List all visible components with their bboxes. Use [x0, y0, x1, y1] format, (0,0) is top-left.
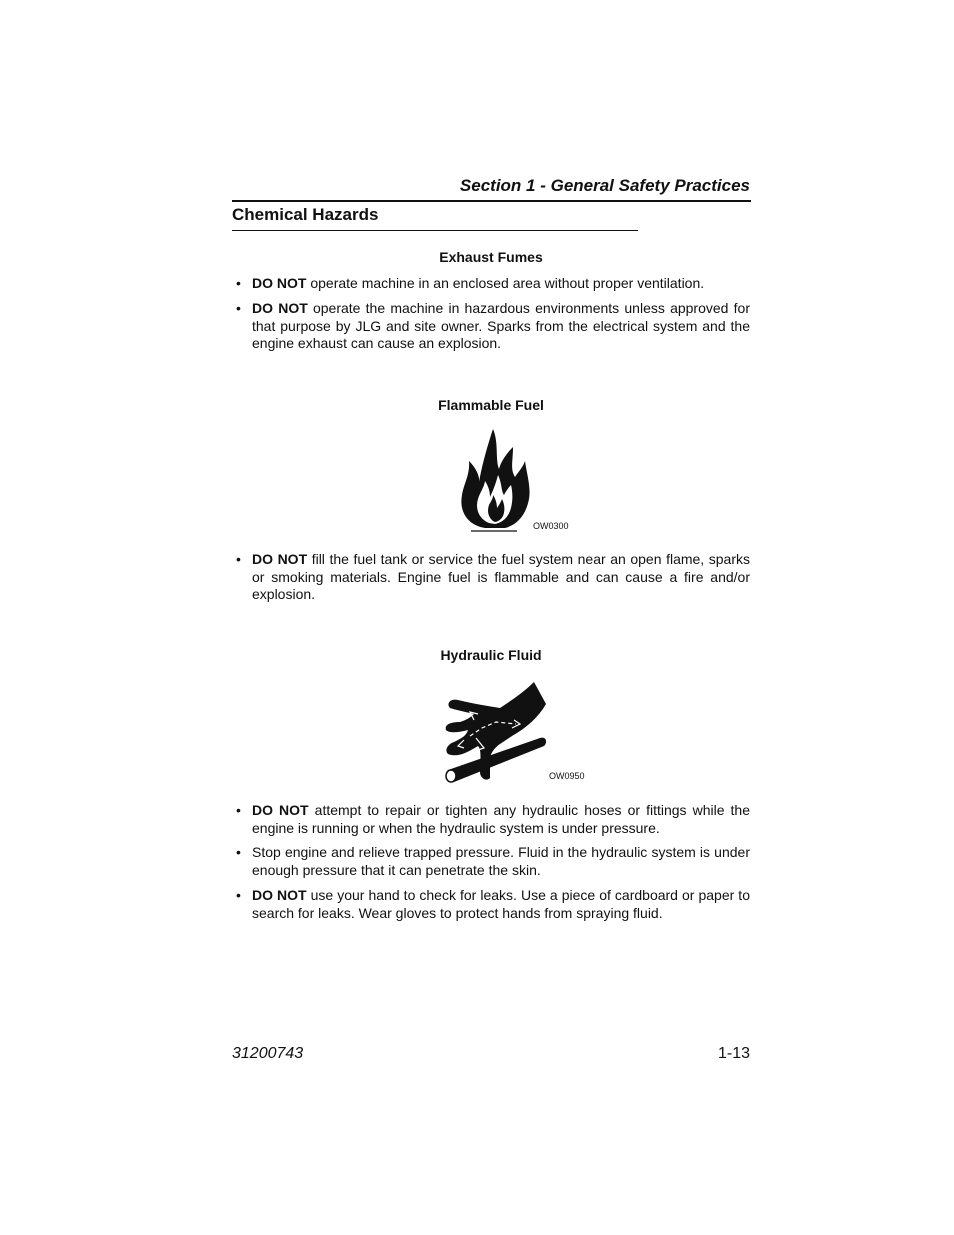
list-item — [232, 551, 750, 604]
figure-code: OW0300 — [533, 521, 569, 531]
bullet-text: attempt to repair or tighten any hydraulic hoses or fittings while the engine is running or when the hydraulic system is under pressure. — [252, 802, 750, 836]
hydraulic-fluid-heading: Hydraulic Fluid — [440, 647, 542, 663]
hand-injection-icon — [440, 678, 555, 788]
bullet-glyph: • — [236, 887, 241, 903]
page-number: 1-13 — [717, 1045, 750, 1062]
bullet-glyph: • — [236, 551, 241, 567]
bullet-lead: DO NOT — [252, 887, 307, 903]
chemical-hazards-title: Chemical Hazards — [232, 205, 379, 224]
list-item — [232, 300, 750, 353]
section-header: Section 1 - General Safety Practices — [459, 176, 750, 195]
bullet-lead: DO NOT — [252, 300, 308, 316]
bullet-lead: DO NOT — [252, 551, 308, 567]
bullet-lead: DO NOT — [252, 275, 307, 291]
bullet-text: operate the machine in hazardous environments unless approved for that purpose by JLG and site owner. Sparks from the electrical system and the engine exhaust can cause an explosion. — [252, 300, 750, 351]
bullet-text: use your hand to check for leaks. Use a piece of cardboard or paper to search for leaks. Wear gloves to protect hands from spraying fluid. — [252, 887, 750, 921]
list-item — [232, 844, 750, 879]
list-item — [232, 887, 750, 922]
list-item — [232, 802, 750, 837]
bullet-lead: DO NOT — [252, 802, 309, 818]
bullet-text: operate machine in an enclosed area without proper ventilation. — [306, 275, 705, 291]
bullet-text: fill the fuel tank or service the fuel system near an open flame, sparks or smoking materials. Engine fuel is flammable and can cause a fire and/or explosion. — [252, 551, 750, 602]
bullet-glyph: • — [236, 802, 241, 818]
exhaust-fumes-heading: Exhaust Fumes — [439, 249, 543, 265]
flammable-fuel-heading: Flammable Fuel — [438, 397, 544, 413]
chemical-hazards-rule — [232, 230, 638, 231]
flame-icon — [455, 425, 540, 535]
bullet-glyph: • — [236, 275, 241, 291]
header-rule — [232, 200, 751, 202]
bullet-text: Stop engine and relieve trapped pressure. Fluid in the hydraulic system is under enough pressure that it can penetrate the skin. — [252, 844, 750, 878]
bullet-glyph: • — [236, 300, 241, 316]
bullet-glyph: • — [236, 844, 241, 860]
document-number: 31200743 — [232, 1045, 304, 1062]
list-item — [232, 275, 750, 293]
figure-code: OW0950 — [549, 771, 585, 781]
